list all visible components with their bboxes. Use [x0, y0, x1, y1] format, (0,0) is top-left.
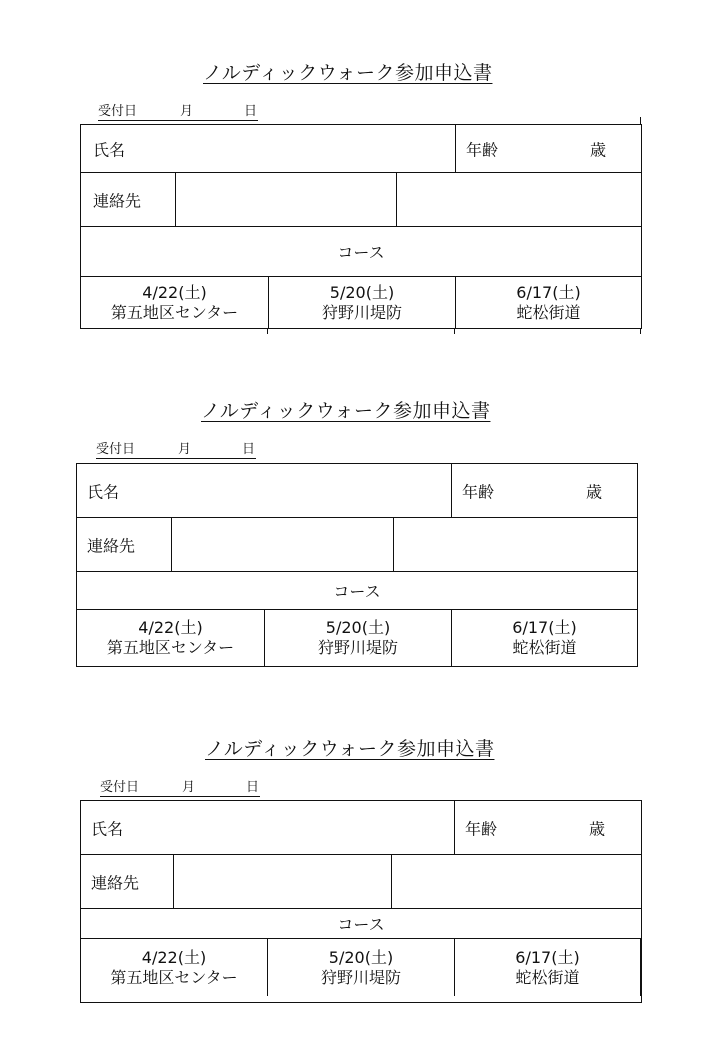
course-date: 4/22(土) — [142, 282, 207, 302]
course-date: 4/22(土) — [141, 947, 207, 967]
day-label: 日 — [246, 780, 260, 795]
contact-label: 連絡先 — [93, 191, 142, 210]
application-form-1 — [0, 0, 720, 345]
course-date: 5/20(土) — [325, 618, 391, 637]
contact-field-1[interactable] — [176, 173, 397, 226]
receipt-date-label: 受付日 — [100, 780, 140, 795]
receipt-date-line — [96, 442, 256, 459]
course-place: 狩野川堤防 — [320, 967, 401, 987]
receipt-date-line — [100, 780, 260, 797]
line-stub — [267, 328, 268, 334]
name-field[interactable] — [81, 125, 456, 172]
contact-row — [81, 173, 641, 227]
name-label: 氏名 — [87, 482, 120, 501]
form-table — [76, 463, 638, 667]
course-option-2[interactable] — [265, 610, 452, 666]
course-label: コース — [337, 915, 385, 934]
form-title: ノルディックウォーク参加申込書 — [203, 62, 493, 84]
course-date: 6/17(土) — [516, 282, 581, 302]
course-option-3[interactable] — [455, 939, 641, 996]
age-unit: 歳 — [586, 482, 603, 501]
contact-label: 連絡先 — [91, 873, 140, 892]
contact-field-2[interactable] — [397, 173, 641, 226]
day-label: 日 — [244, 104, 258, 119]
receipt-date-line — [98, 104, 258, 121]
contact-row — [81, 855, 641, 909]
month-label: 月 — [182, 780, 196, 795]
course-option-1[interactable] — [81, 277, 269, 328]
name-field[interactable] — [81, 801, 455, 854]
course-label: コース — [333, 582, 381, 601]
form-table — [80, 124, 642, 329]
course-option-2[interactable] — [269, 277, 456, 328]
course-options-row — [77, 610, 637, 666]
form-title: ノルディックウォーク参加申込書 — [201, 400, 491, 422]
age-label: 年齢 — [466, 140, 499, 159]
receipt-date-label: 受付日 — [98, 104, 138, 119]
course-place: 第五地区センター — [110, 302, 239, 322]
contact-field-2[interactable] — [392, 855, 641, 908]
age-field[interactable] — [452, 464, 637, 517]
course-place: 蛇松街道 — [516, 302, 581, 322]
course-label: コース — [337, 243, 385, 262]
course-header-row — [77, 572, 637, 610]
application-form-3 — [0, 690, 720, 1035]
contact-field-2[interactable] — [394, 518, 637, 571]
line-stub — [454, 328, 455, 334]
course-option-1[interactable] — [77, 610, 265, 666]
course-date: 6/17(土) — [515, 947, 580, 967]
course-place: 狩野川堤防 — [317, 638, 398, 657]
contact-label-cell — [81, 855, 174, 908]
age-label: 年齢 — [465, 819, 498, 838]
line-stub — [640, 328, 641, 334]
course-option-1[interactable] — [81, 939, 268, 996]
course-option-2[interactable] — [268, 939, 455, 996]
course-header-row — [81, 909, 641, 939]
course-place: 第五地区センター — [106, 638, 235, 657]
age-label: 年齢 — [462, 482, 495, 501]
month-label: 月 — [180, 104, 194, 119]
month-label: 月 — [178, 442, 192, 457]
course-place: 蛇松街道 — [515, 967, 580, 987]
contact-label-cell — [77, 518, 172, 571]
course-options-row — [81, 939, 641, 1002]
name-label: 氏名 — [93, 140, 126, 159]
contact-field-1[interactable] — [174, 855, 392, 908]
name-label: 氏名 — [91, 819, 124, 838]
course-place: 第五地区センター — [110, 967, 238, 987]
course-options-row — [81, 277, 641, 328]
name-row — [81, 801, 641, 855]
contact-label-cell — [81, 173, 176, 226]
receipt-date-label: 受付日 — [96, 442, 136, 457]
age-unit: 歳 — [590, 140, 607, 159]
course-date: 4/22(土) — [138, 618, 203, 637]
name-row — [81, 125, 641, 173]
line-stub — [640, 117, 641, 125]
course-date: 5/20(土) — [328, 947, 394, 967]
name-field[interactable] — [77, 464, 452, 517]
form-title: ノルディックウォーク参加申込書 — [205, 738, 495, 760]
age-unit: 歳 — [589, 819, 606, 838]
course-place: 狩野川堤防 — [321, 302, 402, 322]
course-place: 蛇松街道 — [512, 638, 577, 657]
course-option-3[interactable] — [456, 277, 641, 328]
contact-label: 連絡先 — [87, 536, 136, 555]
name-row — [77, 464, 637, 518]
day-label: 日 — [242, 442, 256, 457]
application-form-2 — [0, 345, 720, 690]
contact-row — [77, 518, 637, 572]
course-header-row — [81, 227, 641, 277]
form-table — [80, 800, 642, 1003]
age-field[interactable] — [456, 125, 641, 172]
age-field[interactable] — [455, 801, 641, 854]
course-date: 6/17(土) — [512, 618, 577, 637]
course-option-3[interactable] — [452, 610, 637, 666]
contact-field-1[interactable] — [172, 518, 394, 571]
course-date: 5/20(土) — [329, 282, 395, 302]
